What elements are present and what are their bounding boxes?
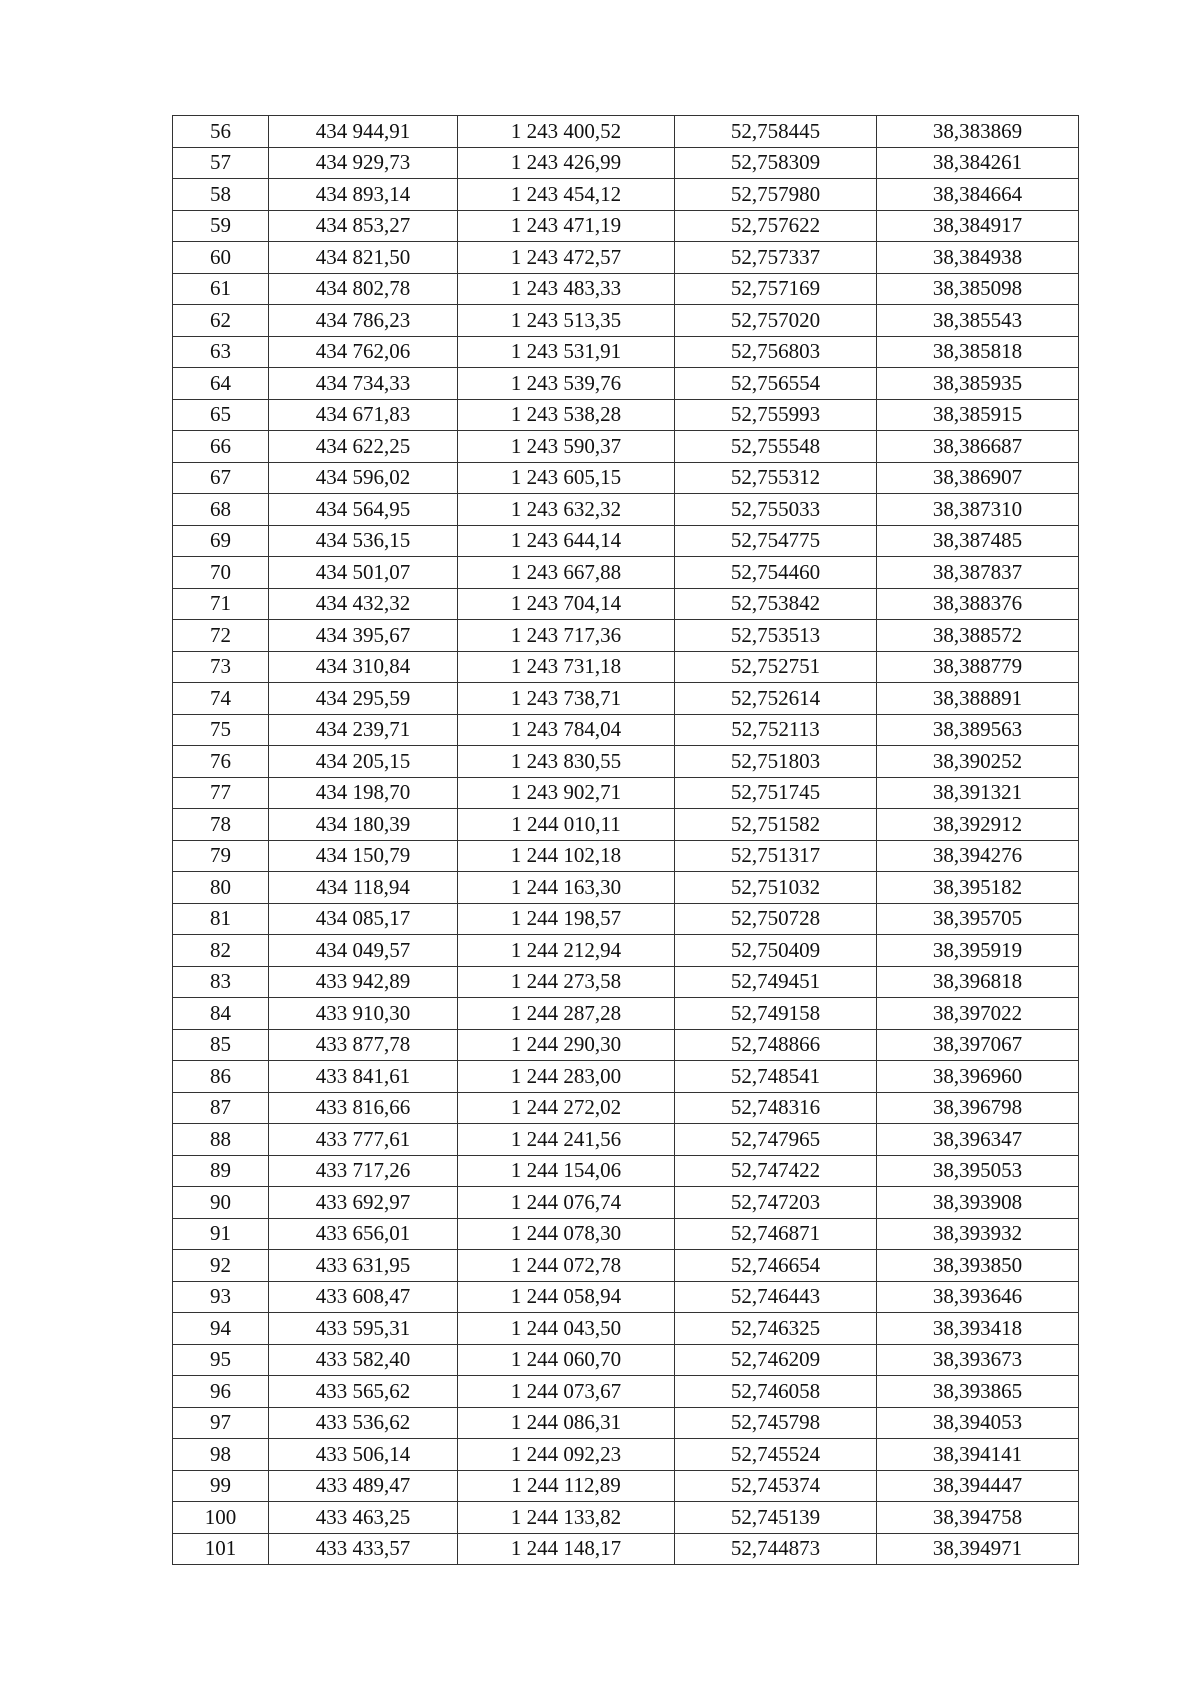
- latitude-cell: 52,757337: [675, 242, 877, 274]
- table-row: [173, 966, 1079, 998]
- x-coordinate-cell: 434 180,39: [269, 809, 458, 841]
- y-coordinate-cell: 1 244 283,00: [458, 1061, 675, 1093]
- longitude-cell: 38,396798: [877, 1092, 1079, 1124]
- x-coordinate-cell: 434 596,02: [269, 462, 458, 494]
- y-coordinate-cell: 1 243 704,14: [458, 588, 675, 620]
- table-row: [173, 1439, 1079, 1471]
- table-row: [173, 147, 1079, 179]
- latitude-cell: 52,750409: [675, 935, 877, 967]
- latitude-cell: 52,746871: [675, 1218, 877, 1250]
- x-coordinate-cell: 433 463,25: [269, 1502, 458, 1534]
- y-coordinate-cell: 1 244 076,74: [458, 1187, 675, 1219]
- x-coordinate-cell: 434 049,57: [269, 935, 458, 967]
- x-coordinate-cell: 433 692,97: [269, 1187, 458, 1219]
- table-row: [173, 462, 1079, 494]
- table-row: [173, 1470, 1079, 1502]
- point-number-cell: 86: [173, 1061, 269, 1093]
- coordinates-table: [172, 115, 1079, 1565]
- x-coordinate-cell: 434 150,79: [269, 840, 458, 872]
- point-number-cell: 93: [173, 1281, 269, 1313]
- point-number-cell: 96: [173, 1376, 269, 1408]
- x-coordinate-cell: 434 734,33: [269, 368, 458, 400]
- latitude-cell: 52,757169: [675, 273, 877, 305]
- longitude-cell: 38,395053: [877, 1155, 1079, 1187]
- table-row: [173, 683, 1079, 715]
- point-number-cell: 79: [173, 840, 269, 872]
- point-number-cell: 87: [173, 1092, 269, 1124]
- y-coordinate-cell: 1 244 078,30: [458, 1218, 675, 1250]
- longitude-cell: 38,394758: [877, 1502, 1079, 1534]
- x-coordinate-cell: 434 564,95: [269, 494, 458, 526]
- table-row: [173, 651, 1079, 683]
- table-row: [173, 1124, 1079, 1156]
- table-row: [173, 1092, 1079, 1124]
- point-number-cell: 83: [173, 966, 269, 998]
- latitude-cell: 52,751803: [675, 746, 877, 778]
- point-number-cell: 101: [173, 1533, 269, 1565]
- y-coordinate-cell: 1 243 483,33: [458, 273, 675, 305]
- longitude-cell: 38,384664: [877, 179, 1079, 211]
- longitude-cell: 38,386687: [877, 431, 1079, 463]
- latitude-cell: 52,755993: [675, 399, 877, 431]
- longitude-cell: 38,387310: [877, 494, 1079, 526]
- latitude-cell: 52,753513: [675, 620, 877, 652]
- table-row: [173, 336, 1079, 368]
- point-number-cell: 90: [173, 1187, 269, 1219]
- x-coordinate-cell: 433 595,31: [269, 1313, 458, 1345]
- longitude-cell: 38,393673: [877, 1344, 1079, 1376]
- y-coordinate-cell: 1 244 272,02: [458, 1092, 675, 1124]
- latitude-cell: 52,751317: [675, 840, 877, 872]
- y-coordinate-cell: 1 243 471,19: [458, 210, 675, 242]
- point-number-cell: 61: [173, 273, 269, 305]
- x-coordinate-cell: 434 198,70: [269, 777, 458, 809]
- table-row: [173, 588, 1079, 620]
- y-coordinate-cell: 1 243 538,28: [458, 399, 675, 431]
- x-coordinate-cell: 433 777,61: [269, 1124, 458, 1156]
- point-number-cell: 59: [173, 210, 269, 242]
- point-number-cell: 99: [173, 1470, 269, 1502]
- x-coordinate-cell: 434 802,78: [269, 273, 458, 305]
- x-coordinate-cell: 434 853,27: [269, 210, 458, 242]
- x-coordinate-cell: 434 239,71: [269, 714, 458, 746]
- latitude-cell: 52,746209: [675, 1344, 877, 1376]
- latitude-cell: 52,752113: [675, 714, 877, 746]
- longitude-cell: 38,395705: [877, 903, 1079, 935]
- table-row: [173, 1029, 1079, 1061]
- latitude-cell: 52,750728: [675, 903, 877, 935]
- latitude-cell: 52,746443: [675, 1281, 877, 1313]
- point-number-cell: 73: [173, 651, 269, 683]
- x-coordinate-cell: 434 295,59: [269, 683, 458, 715]
- y-coordinate-cell: 1 244 148,17: [458, 1533, 675, 1565]
- longitude-cell: 38,384917: [877, 210, 1079, 242]
- x-coordinate-cell: 434 762,06: [269, 336, 458, 368]
- x-coordinate-cell: 434 821,50: [269, 242, 458, 274]
- x-coordinate-cell: 434 118,94: [269, 872, 458, 904]
- y-coordinate-cell: 1 243 784,04: [458, 714, 675, 746]
- y-coordinate-cell: 1 244 010,11: [458, 809, 675, 841]
- x-coordinate-cell: 434 205,15: [269, 746, 458, 778]
- latitude-cell: 52,749158: [675, 998, 877, 1030]
- x-coordinate-cell: 433 877,78: [269, 1029, 458, 1061]
- y-coordinate-cell: 1 244 058,94: [458, 1281, 675, 1313]
- latitude-cell: 52,756803: [675, 336, 877, 368]
- latitude-cell: 52,752751: [675, 651, 877, 683]
- longitude-cell: 38,396347: [877, 1124, 1079, 1156]
- y-coordinate-cell: 1 244 072,78: [458, 1250, 675, 1282]
- x-coordinate-cell: 434 310,84: [269, 651, 458, 683]
- y-coordinate-cell: 1 243 738,71: [458, 683, 675, 715]
- y-coordinate-cell: 1 243 590,37: [458, 431, 675, 463]
- latitude-cell: 52,755548: [675, 431, 877, 463]
- table-row: [173, 903, 1079, 935]
- y-coordinate-cell: 1 244 043,50: [458, 1313, 675, 1345]
- x-coordinate-cell: 433 433,57: [269, 1533, 458, 1565]
- y-coordinate-cell: 1 243 400,52: [458, 116, 675, 148]
- latitude-cell: 52,757622: [675, 210, 877, 242]
- latitude-cell: 52,746058: [675, 1376, 877, 1408]
- point-number-cell: 72: [173, 620, 269, 652]
- table-row: [173, 1533, 1079, 1565]
- table-row: [173, 935, 1079, 967]
- longitude-cell: 38,387837: [877, 557, 1079, 589]
- y-coordinate-cell: 1 244 073,67: [458, 1376, 675, 1408]
- longitude-cell: 38,391321: [877, 777, 1079, 809]
- latitude-cell: 52,748866: [675, 1029, 877, 1061]
- table-row: [173, 116, 1079, 148]
- longitude-cell: 38,393908: [877, 1187, 1079, 1219]
- latitude-cell: 52,747203: [675, 1187, 877, 1219]
- x-coordinate-cell: 434 929,73: [269, 147, 458, 179]
- y-coordinate-cell: 1 244 092,23: [458, 1439, 675, 1471]
- y-coordinate-cell: 1 243 454,12: [458, 179, 675, 211]
- x-coordinate-cell: 434 944,91: [269, 116, 458, 148]
- x-coordinate-cell: 434 085,17: [269, 903, 458, 935]
- longitude-cell: 38,388891: [877, 683, 1079, 715]
- latitude-cell: 52,745524: [675, 1439, 877, 1471]
- y-coordinate-cell: 1 243 513,35: [458, 305, 675, 337]
- table-row: [173, 179, 1079, 211]
- y-coordinate-cell: 1 243 717,36: [458, 620, 675, 652]
- y-coordinate-cell: 1 243 731,18: [458, 651, 675, 683]
- latitude-cell: 52,756554: [675, 368, 877, 400]
- point-number-cell: 78: [173, 809, 269, 841]
- point-number-cell: 84: [173, 998, 269, 1030]
- x-coordinate-cell: 434 536,15: [269, 525, 458, 557]
- latitude-cell: 52,746654: [675, 1250, 877, 1282]
- point-number-cell: 74: [173, 683, 269, 715]
- x-coordinate-cell: 433 608,47: [269, 1281, 458, 1313]
- longitude-cell: 38,384261: [877, 147, 1079, 179]
- table-row: [173, 872, 1079, 904]
- table-row: [173, 1344, 1079, 1376]
- point-number-cell: 67: [173, 462, 269, 494]
- table-row: [173, 431, 1079, 463]
- point-number-cell: 95: [173, 1344, 269, 1376]
- longitude-cell: 38,396960: [877, 1061, 1079, 1093]
- longitude-cell: 38,397022: [877, 998, 1079, 1030]
- y-coordinate-cell: 1 244 273,58: [458, 966, 675, 998]
- latitude-cell: 52,757980: [675, 179, 877, 211]
- point-number-cell: 69: [173, 525, 269, 557]
- y-coordinate-cell: 1 243 472,57: [458, 242, 675, 274]
- table-row: [173, 746, 1079, 778]
- point-number-cell: 76: [173, 746, 269, 778]
- table-row: [173, 1313, 1079, 1345]
- x-coordinate-cell: 433 717,26: [269, 1155, 458, 1187]
- point-number-cell: 98: [173, 1439, 269, 1471]
- point-number-cell: 58: [173, 179, 269, 211]
- point-number-cell: 80: [173, 872, 269, 904]
- point-number-cell: 91: [173, 1218, 269, 1250]
- y-coordinate-cell: 1 243 667,88: [458, 557, 675, 589]
- table-row: [173, 305, 1079, 337]
- point-number-cell: 64: [173, 368, 269, 400]
- latitude-cell: 52,746325: [675, 1313, 877, 1345]
- longitude-cell: 38,383869: [877, 116, 1079, 148]
- y-coordinate-cell: 1 244 198,57: [458, 903, 675, 935]
- latitude-cell: 52,755033: [675, 494, 877, 526]
- y-coordinate-cell: 1 244 133,82: [458, 1502, 675, 1534]
- table-row: [173, 998, 1079, 1030]
- y-coordinate-cell: 1 244 287,28: [458, 998, 675, 1030]
- table-row: [173, 273, 1079, 305]
- longitude-cell: 38,385915: [877, 399, 1079, 431]
- latitude-cell: 52,747422: [675, 1155, 877, 1187]
- point-number-cell: 56: [173, 116, 269, 148]
- table-row: [173, 1187, 1079, 1219]
- x-coordinate-cell: 433 656,01: [269, 1218, 458, 1250]
- x-coordinate-cell: 433 841,61: [269, 1061, 458, 1093]
- y-coordinate-cell: 1 244 154,06: [458, 1155, 675, 1187]
- latitude-cell: 52,754775: [675, 525, 877, 557]
- point-number-cell: 68: [173, 494, 269, 526]
- longitude-cell: 38,394276: [877, 840, 1079, 872]
- x-coordinate-cell: 434 432,32: [269, 588, 458, 620]
- longitude-cell: 38,393850: [877, 1250, 1079, 1282]
- longitude-cell: 38,394141: [877, 1439, 1079, 1471]
- point-number-cell: 94: [173, 1313, 269, 1345]
- table-row: [173, 1250, 1079, 1282]
- y-coordinate-cell: 1 244 102,18: [458, 840, 675, 872]
- x-coordinate-cell: 433 631,95: [269, 1250, 458, 1282]
- point-number-cell: 57: [173, 147, 269, 179]
- longitude-cell: 38,385098: [877, 273, 1079, 305]
- longitude-cell: 38,385935: [877, 368, 1079, 400]
- x-coordinate-cell: 433 565,62: [269, 1376, 458, 1408]
- x-coordinate-cell: 433 536,62: [269, 1407, 458, 1439]
- point-number-cell: 81: [173, 903, 269, 935]
- table-row: [173, 494, 1079, 526]
- x-coordinate-cell: 433 942,89: [269, 966, 458, 998]
- table-row: [173, 368, 1079, 400]
- latitude-cell: 52,755312: [675, 462, 877, 494]
- table-row: [173, 399, 1079, 431]
- y-coordinate-cell: 1 244 290,30: [458, 1029, 675, 1061]
- longitude-cell: 38,393418: [877, 1313, 1079, 1345]
- coordinates-table-body: [173, 116, 1079, 1565]
- x-coordinate-cell: 434 501,07: [269, 557, 458, 589]
- longitude-cell: 38,394447: [877, 1470, 1079, 1502]
- latitude-cell: 52,744873: [675, 1533, 877, 1565]
- longitude-cell: 38,385818: [877, 336, 1079, 368]
- longitude-cell: 38,393865: [877, 1376, 1079, 1408]
- table-row: [173, 1502, 1079, 1534]
- latitude-cell: 52,745139: [675, 1502, 877, 1534]
- table-row: [173, 620, 1079, 652]
- x-coordinate-cell: 434 622,25: [269, 431, 458, 463]
- latitude-cell: 52,745374: [675, 1470, 877, 1502]
- latitude-cell: 52,747965: [675, 1124, 877, 1156]
- point-number-cell: 65: [173, 399, 269, 431]
- longitude-cell: 38,387485: [877, 525, 1079, 557]
- y-coordinate-cell: 1 243 605,15: [458, 462, 675, 494]
- latitude-cell: 52,749451: [675, 966, 877, 998]
- point-number-cell: 60: [173, 242, 269, 274]
- table-row: [173, 1061, 1079, 1093]
- table-row: [173, 714, 1079, 746]
- table-row: [173, 809, 1079, 841]
- x-coordinate-cell: 433 506,14: [269, 1439, 458, 1471]
- y-coordinate-cell: 1 243 632,32: [458, 494, 675, 526]
- table-row: [173, 1281, 1079, 1313]
- y-coordinate-cell: 1 243 539,76: [458, 368, 675, 400]
- y-coordinate-cell: 1 244 086,31: [458, 1407, 675, 1439]
- longitude-cell: 38,395182: [877, 872, 1079, 904]
- table-row: [173, 777, 1079, 809]
- table-row: [173, 525, 1079, 557]
- point-number-cell: 71: [173, 588, 269, 620]
- point-number-cell: 88: [173, 1124, 269, 1156]
- latitude-cell: 52,758445: [675, 116, 877, 148]
- y-coordinate-cell: 1 244 163,30: [458, 872, 675, 904]
- point-number-cell: 66: [173, 431, 269, 463]
- longitude-cell: 38,388779: [877, 651, 1079, 683]
- x-coordinate-cell: 433 582,40: [269, 1344, 458, 1376]
- latitude-cell: 52,754460: [675, 557, 877, 589]
- longitude-cell: 38,396818: [877, 966, 1079, 998]
- longitude-cell: 38,393646: [877, 1281, 1079, 1313]
- latitude-cell: 52,745798: [675, 1407, 877, 1439]
- y-coordinate-cell: 1 243 426,99: [458, 147, 675, 179]
- point-number-cell: 75: [173, 714, 269, 746]
- table-row: [173, 840, 1079, 872]
- latitude-cell: 52,753842: [675, 588, 877, 620]
- longitude-cell: 38,394971: [877, 1533, 1079, 1565]
- longitude-cell: 38,393932: [877, 1218, 1079, 1250]
- longitude-cell: 38,388376: [877, 588, 1079, 620]
- point-number-cell: 100: [173, 1502, 269, 1534]
- x-coordinate-cell: 433 910,30: [269, 998, 458, 1030]
- latitude-cell: 52,751032: [675, 872, 877, 904]
- y-coordinate-cell: 1 244 060,70: [458, 1344, 675, 1376]
- point-number-cell: 97: [173, 1407, 269, 1439]
- point-number-cell: 89: [173, 1155, 269, 1187]
- longitude-cell: 38,394053: [877, 1407, 1079, 1439]
- longitude-cell: 38,388572: [877, 620, 1079, 652]
- longitude-cell: 38,395919: [877, 935, 1079, 967]
- table-row: [173, 1376, 1079, 1408]
- longitude-cell: 38,386907: [877, 462, 1079, 494]
- table-row: [173, 557, 1079, 589]
- latitude-cell: 52,751745: [675, 777, 877, 809]
- point-number-cell: 92: [173, 1250, 269, 1282]
- point-number-cell: 63: [173, 336, 269, 368]
- table-row: [173, 210, 1079, 242]
- table-row: [173, 1218, 1079, 1250]
- y-coordinate-cell: 1 244 241,56: [458, 1124, 675, 1156]
- y-coordinate-cell: 1 243 644,14: [458, 525, 675, 557]
- x-coordinate-cell: 433 816,66: [269, 1092, 458, 1124]
- x-coordinate-cell: 434 671,83: [269, 399, 458, 431]
- latitude-cell: 52,758309: [675, 147, 877, 179]
- longitude-cell: 38,390252: [877, 746, 1079, 778]
- latitude-cell: 52,748316: [675, 1092, 877, 1124]
- y-coordinate-cell: 1 244 212,94: [458, 935, 675, 967]
- longitude-cell: 38,384938: [877, 242, 1079, 274]
- longitude-cell: 38,385543: [877, 305, 1079, 337]
- y-coordinate-cell: 1 243 902,71: [458, 777, 675, 809]
- x-coordinate-cell: 433 489,47: [269, 1470, 458, 1502]
- y-coordinate-cell: 1 244 112,89: [458, 1470, 675, 1502]
- table-row: [173, 242, 1079, 274]
- x-coordinate-cell: 434 395,67: [269, 620, 458, 652]
- x-coordinate-cell: 434 786,23: [269, 305, 458, 337]
- point-number-cell: 82: [173, 935, 269, 967]
- point-number-cell: 62: [173, 305, 269, 337]
- point-number-cell: 77: [173, 777, 269, 809]
- point-number-cell: 70: [173, 557, 269, 589]
- longitude-cell: 38,389563: [877, 714, 1079, 746]
- latitude-cell: 52,757020: [675, 305, 877, 337]
- longitude-cell: 38,397067: [877, 1029, 1079, 1061]
- latitude-cell: 52,752614: [675, 683, 877, 715]
- longitude-cell: 38,392912: [877, 809, 1079, 841]
- table-row: [173, 1407, 1079, 1439]
- y-coordinate-cell: 1 243 531,91: [458, 336, 675, 368]
- x-coordinate-cell: 434 893,14: [269, 179, 458, 211]
- y-coordinate-cell: 1 243 830,55: [458, 746, 675, 778]
- point-number-cell: 85: [173, 1029, 269, 1061]
- latitude-cell: 52,748541: [675, 1061, 877, 1093]
- table-row: [173, 1155, 1079, 1187]
- latitude-cell: 52,751582: [675, 809, 877, 841]
